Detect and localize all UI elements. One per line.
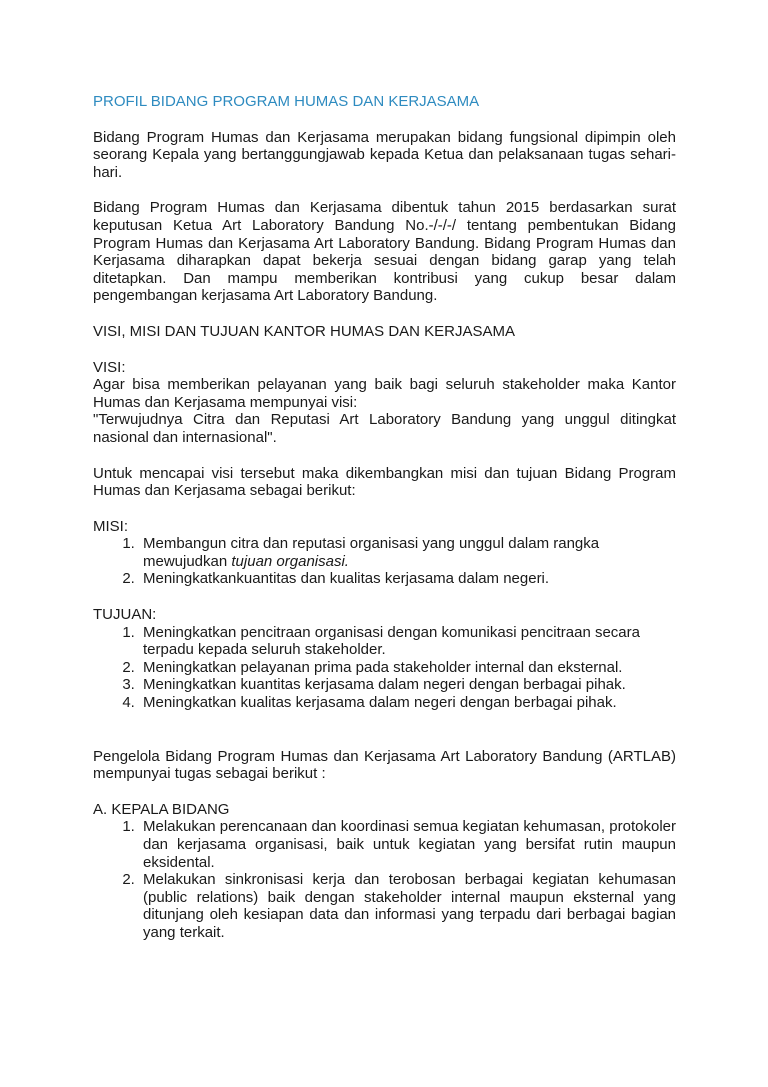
kepala-bidang-list (93, 818, 676, 941)
tujuan-label: TUJUAN: (93, 606, 157, 624)
visi-label: VISI: (93, 358, 126, 376)
intro-paragraph: Bidang Program Humas dan Kerjasama merupakan bidang fungsional dipimpin oleh seorang Kepala yang bertanggungjawab kepada Ketua dan pelaksanaan tugas sehari-hari. (93, 128, 676, 181)
kepala-bidang-item: 2. Melakukan sinkronisasi kerja dan terobosan berbagai kegiatan kehumasan (public relations) baik dengan stakeholder internal maupun eksternal yang ditunjang oleh kesiapan data dan informasi yang terpadu dari berbagai bagian yang terkait. (139, 871, 676, 941)
misi-item-italic: tujuan organisasi. (231, 552, 349, 570)
tujuan-item: 3. Meningkatkan kuantitas kerjasama dalam negeri dengan berbagai pihak. (139, 676, 676, 694)
document-body (93, 93, 676, 960)
spacer (93, 730, 676, 748)
decree-reference: surat keputusan Ketua Art Laboratory Bandung No.-/-/-/ tentang pembentukan Bidang Program Humas dan Kerjasama Art Laboratory Bandung. (93, 199, 676, 252)
history-paragraph (93, 199, 676, 305)
misi-label: MISI: (93, 517, 129, 535)
tujuan-item: 4. Meningkatkan kualitas kerjasama dalam negeri dengan berbagai pihak. (139, 694, 676, 712)
history-text-start: Bidang Program Humas dan Kerjasama dibentuk tahun 2015 berdasarkan (93, 199, 643, 217)
misi-item-text: Membangun citra dan reputasi organisasi yang unggul dalam rangka mewujudkan (143, 535, 600, 570)
misi-item (139, 535, 676, 570)
history-text-end: Bidang Program Humas dan Kerjasama diharapkan dapat bekerja sesuai dengan bidang garap yang telah ditetapkan. Dan mampu memberikan kontribusi yang cukup besar dalam pengembangan kerjasama Art Laboratory Bandung. (93, 234, 676, 305)
untuk-paragraph: Untuk mencapai visi tersebut maka dikembangkan misi dan tujuan Bidang Program Humas dan Kerjasama sebagai berikut: (93, 464, 676, 500)
misi-list (93, 535, 676, 588)
kepala-bidang-label: A. KEPALA BIDANG (93, 800, 230, 818)
kepala-bidang-item: 1. Melakukan perencanaan dan koordinasi semua kegiatan kehumasan, protokoler dan kerjasama organisasi, baik untuk kegiatan yang bersifat rutin maupun eksidental. (139, 818, 676, 871)
document-title: PROFIL BIDANG PROGRAM HUMAS DAN KERJASAMA (93, 93, 480, 110)
visi-intro: Agar bisa memberikan pelayanan yang baik bagi seluruh stakeholder maka Kantor Humas dan Kerjasama mempunyai visi: (93, 376, 676, 411)
pengelola-paragraph: Pengelola Bidang Program Humas dan Kerjasama Art Laboratory Bandung (ARTLAB) mempunyai tugas sebagai berikut : (93, 747, 676, 783)
tujuan-list (93, 624, 676, 712)
tujuan-item: 2. Meningkatkan pelayanan prima pada stakeholder internal dan eksternal. (139, 659, 676, 677)
vmt-heading: VISI, MISI DAN TUJUAN KANTOR HUMAS DAN KERJASAMA (93, 322, 516, 340)
tujuan-item: 1. Meningkatkan pencitraan organisasi dengan komunikasi pencitraan secara terpadu kepada seluruh stakeholder. (139, 624, 676, 659)
visi-statement: "Terwujudnya Citra dan Reputasi Art Laboratory Bandung yang unggul ditingkat nasional dan internasional". (93, 411, 676, 446)
misi-item: 2. Meningkatkankuantitas dan kualitas kerjasama dalam negeri. (139, 570, 676, 588)
